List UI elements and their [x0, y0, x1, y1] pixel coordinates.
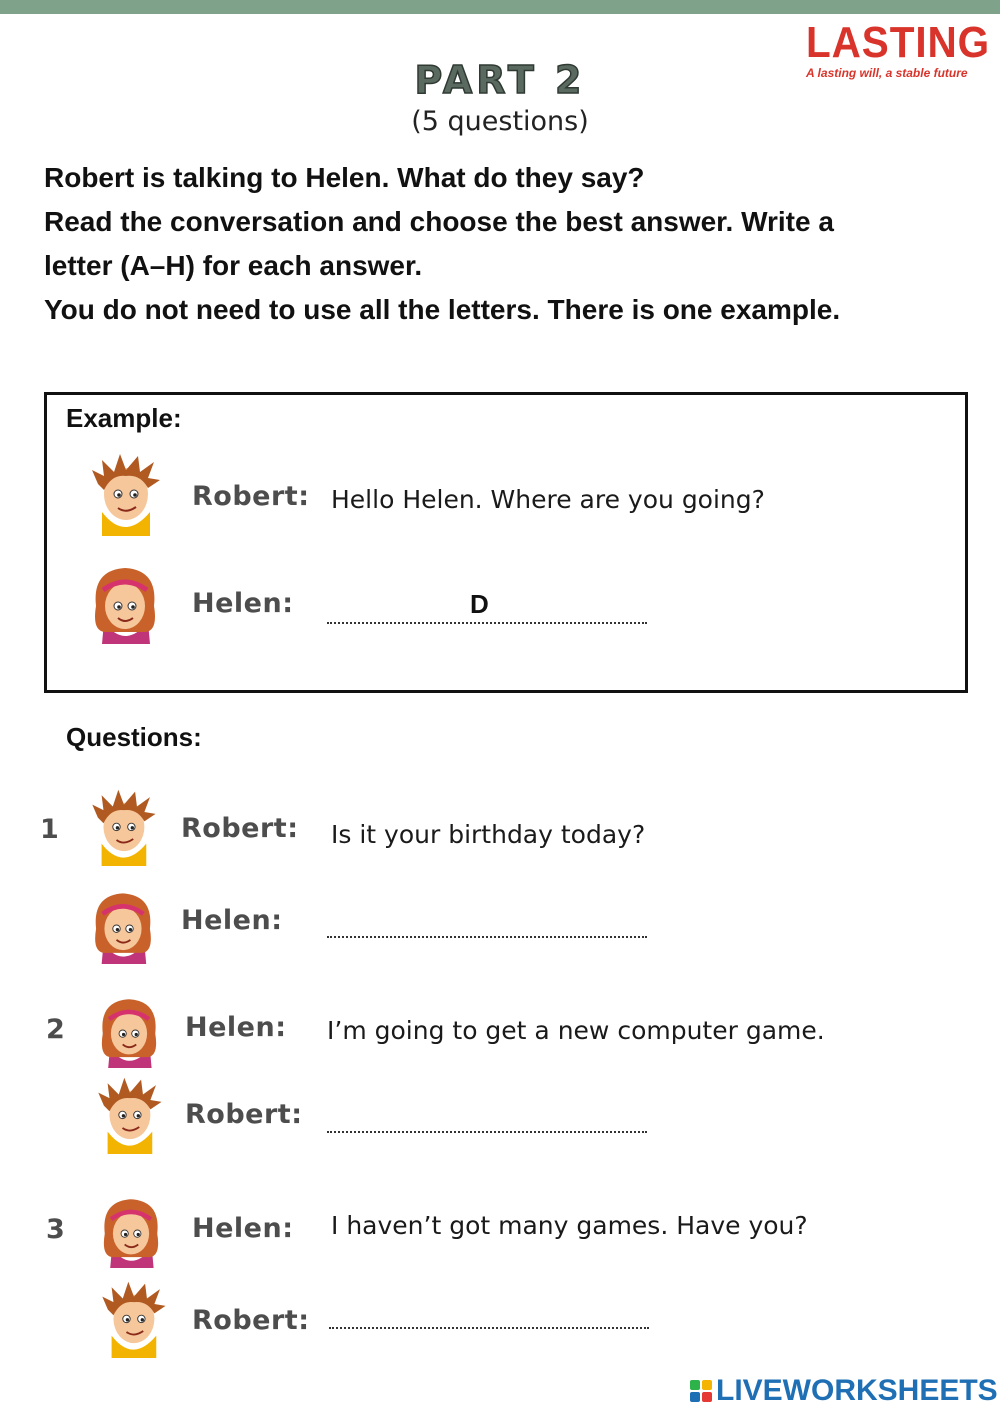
example-prompt: Hello Helen. Where are you going?: [331, 485, 765, 514]
robert-face-icon: [94, 1074, 164, 1154]
speaker-label: Robert:: [192, 1305, 310, 1336]
answer-blank-2[interactable]: [327, 1117, 647, 1133]
robert-face-icon: [88, 786, 158, 866]
liveworksheets-brand: [690, 1374, 998, 1408]
speaker-label: Helen:: [192, 588, 294, 619]
speaker-label: Robert:: [185, 1099, 303, 1130]
speaker-label: Robert:: [192, 481, 310, 512]
helen-face-icon: [96, 1192, 166, 1268]
page-title: PART 2: [414, 58, 586, 102]
instruction-line: Read the conversation and choose the best answer. Write a: [44, 206, 834, 237]
logo-tagline: A lasting will, a stable future: [806, 66, 968, 80]
logo-text: LASTING: [806, 18, 991, 67]
question-number: 3: [46, 1214, 65, 1245]
helen-face-icon: [88, 560, 162, 644]
answer-blank-1[interactable]: [327, 922, 647, 938]
example-answer: D: [470, 589, 489, 619]
questions-label: Questions:: [66, 722, 202, 752]
question-number: 2: [46, 1014, 65, 1045]
example-label: Example:: [66, 403, 182, 433]
robert-face-icon: [98, 1278, 168, 1358]
instruction-line: You do not need to use all the letters. There is one example.: [44, 294, 841, 325]
answer-blank-3[interactable]: [329, 1313, 649, 1329]
speaker-label: Helen:: [181, 905, 283, 936]
helen-face-icon: [88, 886, 158, 964]
question-prompt: I haven’t got many games. Have you?: [331, 1211, 808, 1240]
page-subtitle: (5 questions): [411, 106, 589, 137]
question-prompt: I’m going to get a new computer game.: [327, 1016, 825, 1045]
instruction-line: letter (A–H) for each answer.: [44, 250, 423, 281]
top-bar: [0, 0, 1000, 14]
instruction-line: Robert is talking to Helen. What do they say?: [44, 162, 645, 193]
speaker-label: Helen:: [185, 1012, 287, 1043]
speaker-label: Robert:: [181, 813, 299, 844]
helen-face-icon: [94, 992, 164, 1068]
robert-face-icon: [88, 450, 162, 536]
question-number: 1: [40, 814, 59, 845]
brand-text: LIVEWORKSHEETS: [716, 1374, 998, 1407]
question-prompt: Is it your birthday today?: [331, 820, 646, 849]
liveworksheets-logo-icon: [690, 1380, 712, 1402]
example-box: [44, 392, 968, 693]
instructions: [44, 156, 964, 332]
speaker-label: Helen:: [192, 1213, 294, 1244]
